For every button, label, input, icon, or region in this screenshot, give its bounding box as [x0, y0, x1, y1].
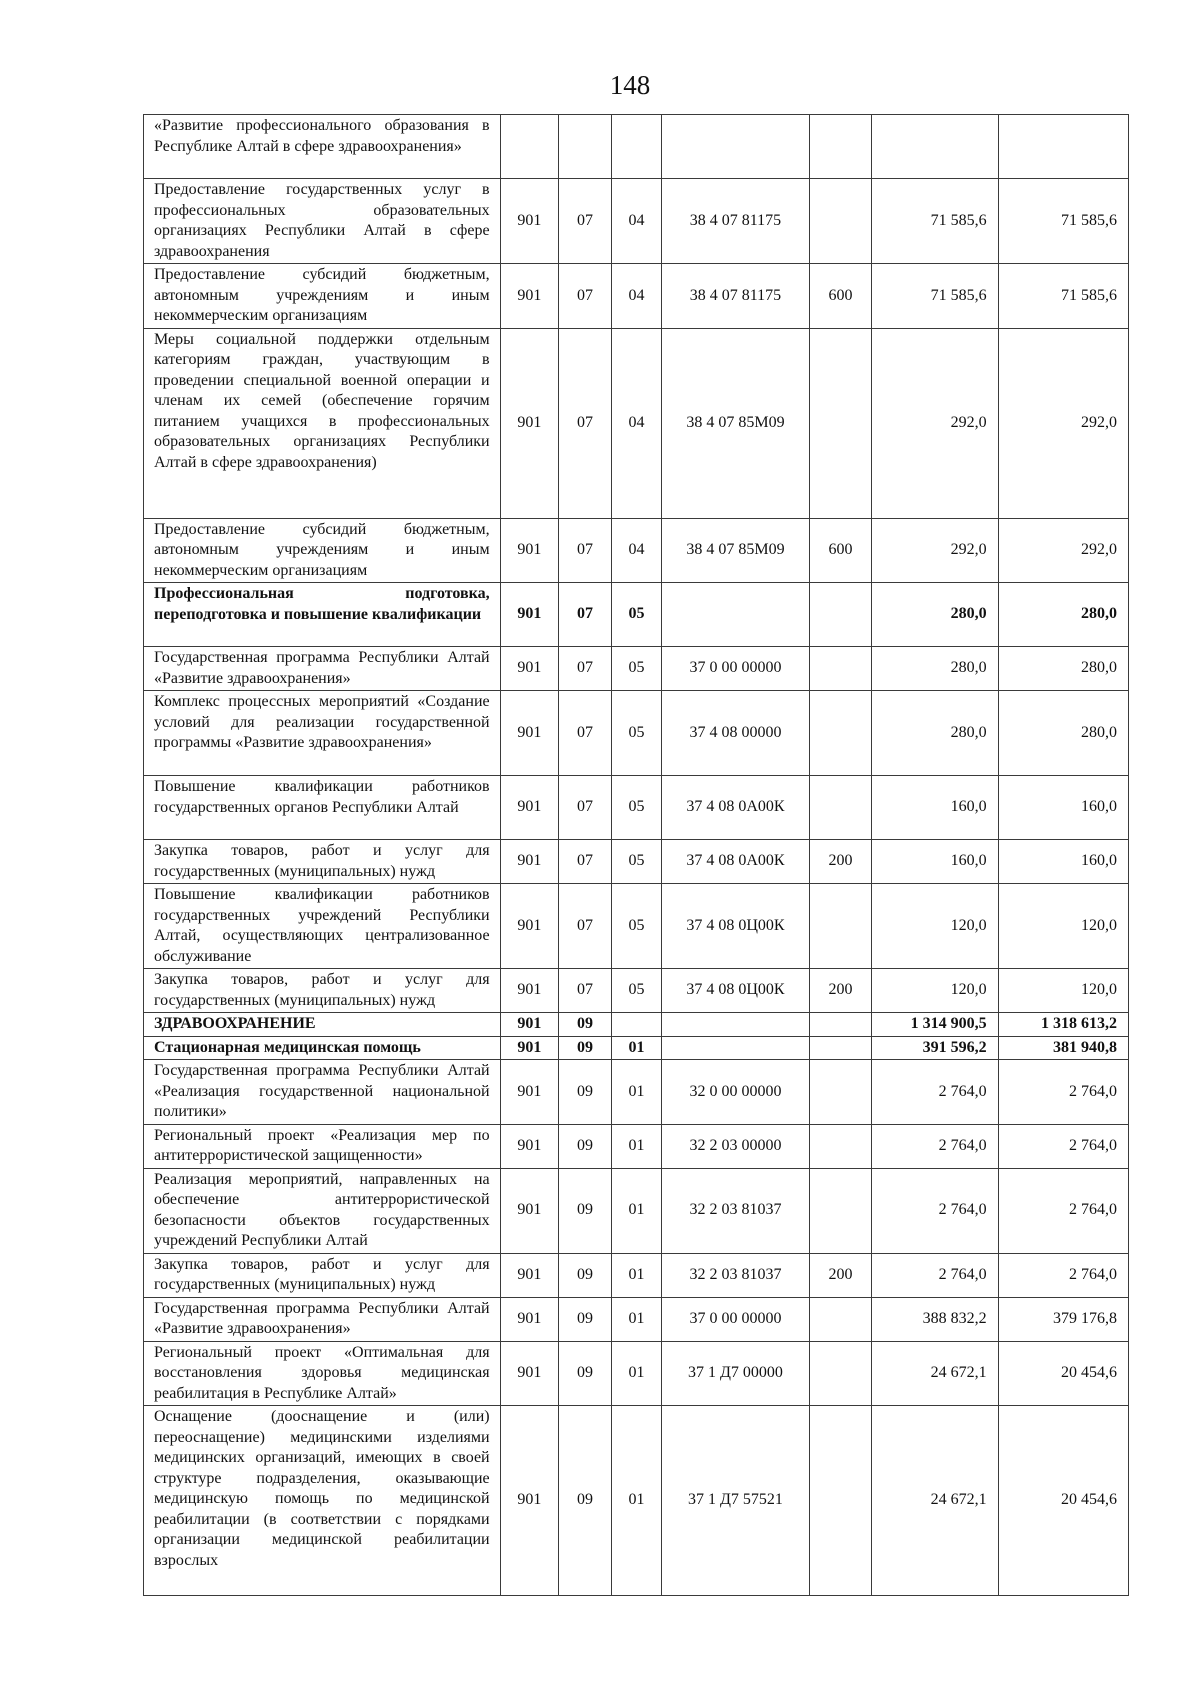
- row-csr: 37 4 08 0Ц00К: [662, 969, 809, 1013]
- row-pr: 05: [611, 969, 662, 1013]
- row-name: Закупка товаров, работ и услуг для государственных (муниципальных) нужд: [144, 1253, 501, 1297]
- row-sum2: 20 454,6: [998, 1341, 1128, 1406]
- row-name: Государственная программа Республики Алтай «Реализация государственной национальной политики»: [144, 1060, 501, 1125]
- row-grbs: 901: [500, 884, 559, 969]
- table-row: [144, 1168, 1129, 1253]
- row-sum2: 292,0: [998, 328, 1128, 518]
- row-name: Закупка товаров, работ и услуг для государственных (муниципальных) нужд: [144, 969, 501, 1013]
- row-name: Государственная программа Республики Алтай «Развитие здравоохранения»: [144, 1297, 501, 1341]
- row-pr: [611, 1013, 662, 1037]
- row-grbs: 901: [500, 518, 559, 583]
- row-pr: 05: [611, 840, 662, 884]
- row-csr: 38 4 07 81175: [662, 264, 809, 329]
- row-sum1: 160,0: [872, 776, 998, 840]
- table-row: [144, 776, 1129, 840]
- row-pr: 04: [611, 264, 662, 329]
- row-sum2: 71 585,6: [998, 264, 1128, 329]
- row-rz: 09: [559, 1013, 612, 1037]
- row-pr: 01: [611, 1124, 662, 1168]
- row-rz: 09: [559, 1124, 612, 1168]
- row-vr: 200: [809, 969, 872, 1013]
- row-sum1: 120,0: [872, 884, 998, 969]
- row-rz: 07: [559, 328, 612, 518]
- budget-table: [143, 114, 1129, 1596]
- row-csr: [662, 115, 809, 179]
- row-grbs: 901: [500, 583, 559, 647]
- row-sum1: 1 314 900,5: [872, 1013, 998, 1037]
- row-sum1: 280,0: [872, 647, 998, 691]
- row-csr: [662, 1013, 809, 1037]
- row-csr: 32 2 03 81037: [662, 1253, 809, 1297]
- table-row: [144, 1124, 1129, 1168]
- table-row: [144, 969, 1129, 1013]
- table-row: [144, 691, 1129, 776]
- row-vr: [809, 583, 872, 647]
- table-row: [144, 1341, 1129, 1406]
- row-sum1: 388 832,2: [872, 1297, 998, 1341]
- row-name: Региональный проект «Оптимальная для восстановления здоровья медицинская реабилитация в Республике Алтай»: [144, 1341, 501, 1406]
- row-name: Предоставление субсидий бюджетным, автономным учреждениям и иным некоммерческим организациям: [144, 518, 501, 583]
- row-rz: 07: [559, 264, 612, 329]
- row-sum2: 280,0: [998, 691, 1128, 776]
- row-pr: 05: [611, 776, 662, 840]
- page-number: 148: [609, 70, 651, 100]
- row-name: Предоставление государственных услуг в профессиональных образовательных организациях Республики Алтай в сфере здравоохранения: [144, 179, 501, 264]
- row-rz: 09: [559, 1341, 612, 1406]
- row-rz: 09: [559, 1253, 612, 1297]
- row-vr: 600: [809, 518, 872, 583]
- row-grbs: 901: [500, 1036, 559, 1060]
- row-sum1: 2 764,0: [872, 1124, 998, 1168]
- row-pr: 04: [611, 328, 662, 518]
- row-name: Государственная программа Республики Алтай «Развитие здравоохранения»: [144, 647, 501, 691]
- row-name: Комплекс процессных мероприятий «Создание условий для реализации государственной программы «Развитие здравоохранения»: [144, 691, 501, 776]
- row-sum2: 280,0: [998, 647, 1128, 691]
- row-csr: [662, 583, 809, 647]
- row-grbs: 901: [500, 1013, 559, 1037]
- table-row: [144, 1253, 1129, 1297]
- row-csr: 37 1 Д7 57521: [662, 1406, 809, 1596]
- row-pr: 01: [611, 1036, 662, 1060]
- row-sum2: 2 764,0: [998, 1060, 1128, 1125]
- row-vr: [809, 1124, 872, 1168]
- row-rz: 09: [559, 1060, 612, 1125]
- row-csr: 37 4 08 0А00К: [662, 840, 809, 884]
- row-pr: 04: [611, 179, 662, 264]
- row-sum2: 381 940,8: [998, 1036, 1128, 1060]
- row-vr: [809, 1168, 872, 1253]
- row-name: Стационарная медицинская помощь: [144, 1036, 501, 1060]
- row-sum1: 2 764,0: [872, 1168, 998, 1253]
- row-vr: [809, 1036, 872, 1060]
- row-sum1: 292,0: [872, 518, 998, 583]
- row-rz: [559, 115, 612, 179]
- row-name: Оснащение (дооснащение и (или) переоснащение) медицинскими изделиями медицинских организаций, имеющих в своей структуре подразделения, оказывающие медицинскую помощь по медицинской реабилитации (в соответствии с порядками организации медицинской реабилитации взрослых: [144, 1406, 501, 1596]
- row-sum1: 160,0: [872, 840, 998, 884]
- row-rz: 07: [559, 583, 612, 647]
- table-row: [144, 518, 1129, 583]
- table-row: [144, 1297, 1129, 1341]
- row-csr: 38 4 07 85М09: [662, 518, 809, 583]
- row-sum1: 120,0: [872, 969, 998, 1013]
- row-pr: 01: [611, 1060, 662, 1125]
- table-row: [144, 328, 1129, 518]
- row-sum2: 280,0: [998, 583, 1128, 647]
- row-sum2: 20 454,6: [998, 1406, 1128, 1596]
- row-grbs: 901: [500, 264, 559, 329]
- row-vr: [809, 115, 872, 179]
- row-pr: [611, 115, 662, 179]
- row-sum1: 71 585,6: [872, 264, 998, 329]
- row-grbs: 901: [500, 1168, 559, 1253]
- row-sum2: 2 764,0: [998, 1168, 1128, 1253]
- row-name: «Развитие профессионального образования в Республике Алтай в сфере здравоохранения»: [144, 115, 501, 179]
- row-name: ЗДРАВООХРАНЕНИЕ: [144, 1013, 501, 1037]
- row-rz: 09: [559, 1168, 612, 1253]
- table-row: [144, 1406, 1129, 1596]
- row-name: Региональный проект «Реализация мер по антитеррористической защищенности»: [144, 1124, 501, 1168]
- table-row: [144, 264, 1129, 329]
- row-rz: 07: [559, 884, 612, 969]
- row-vr: [809, 1060, 872, 1125]
- row-csr: 37 0 00 00000: [662, 1297, 809, 1341]
- row-grbs: 901: [500, 691, 559, 776]
- row-sum1: 2 764,0: [872, 1060, 998, 1125]
- table-row: [144, 840, 1129, 884]
- row-csr: 38 4 07 81175: [662, 179, 809, 264]
- row-vr: [809, 884, 872, 969]
- row-grbs: 901: [500, 179, 559, 264]
- row-grbs: 901: [500, 1253, 559, 1297]
- row-name: Повышение квалификации работников государственных органов Республики Алтай: [144, 776, 501, 840]
- row-rz: 07: [559, 840, 612, 884]
- row-name: Закупка товаров, работ и услуг для государственных (муниципальных) нужд: [144, 840, 501, 884]
- row-vr: [809, 776, 872, 840]
- row-rz: 07: [559, 179, 612, 264]
- row-grbs: 901: [500, 1406, 559, 1596]
- row-rz: 07: [559, 647, 612, 691]
- row-grbs: 901: [500, 647, 559, 691]
- row-pr: 05: [611, 884, 662, 969]
- row-pr: 05: [611, 647, 662, 691]
- row-vr: [809, 647, 872, 691]
- row-grbs: [500, 115, 559, 179]
- row-sum2: 379 176,8: [998, 1297, 1128, 1341]
- row-sum2: 120,0: [998, 969, 1128, 1013]
- table-row: [144, 583, 1129, 647]
- row-rz: 09: [559, 1406, 612, 1596]
- row-vr: 200: [809, 1253, 872, 1297]
- row-grbs: 901: [500, 328, 559, 518]
- row-sum1: 24 672,1: [872, 1406, 998, 1596]
- row-vr: [809, 1297, 872, 1341]
- row-grbs: 901: [500, 776, 559, 840]
- row-csr: 32 0 00 00000: [662, 1060, 809, 1125]
- row-name: Реализация мероприятий, направленных на обеспечение антитеррористической безопасности объектов государственных учреждений Республики Алтай: [144, 1168, 501, 1253]
- row-vr: [809, 1406, 872, 1596]
- row-csr: 37 4 08 00000: [662, 691, 809, 776]
- row-grbs: 901: [500, 1060, 559, 1125]
- table-row: [144, 115, 1129, 179]
- row-csr: 32 2 03 00000: [662, 1124, 809, 1168]
- row-sum1: 292,0: [872, 328, 998, 518]
- row-grbs: 901: [500, 840, 559, 884]
- row-name: Профессиональная подготовка, переподготовка и повышение квалификации: [144, 583, 501, 647]
- row-sum2: 120,0: [998, 884, 1128, 969]
- row-vr: 600: [809, 264, 872, 329]
- row-sum2: 160,0: [998, 840, 1128, 884]
- row-vr: [809, 1341, 872, 1406]
- table-row: [144, 1013, 1129, 1037]
- table-row: [144, 884, 1129, 969]
- row-rz: 07: [559, 776, 612, 840]
- row-vr: [809, 328, 872, 518]
- row-pr: 01: [611, 1168, 662, 1253]
- row-sum1: 280,0: [872, 691, 998, 776]
- row-name: Предоставление субсидий бюджетным, автономным учреждениям и иным некоммерческим организациям: [144, 264, 501, 329]
- row-vr: [809, 179, 872, 264]
- table-row: [144, 1060, 1129, 1125]
- row-rz: 09: [559, 1036, 612, 1060]
- row-csr: 38 4 07 85М09: [662, 328, 809, 518]
- row-csr: [662, 1036, 809, 1060]
- row-grbs: 901: [500, 969, 559, 1013]
- row-csr: 37 1 Д7 00000: [662, 1341, 809, 1406]
- table-row: [144, 179, 1129, 264]
- row-grbs: 901: [500, 1297, 559, 1341]
- row-rz: 09: [559, 1297, 612, 1341]
- row-grbs: 901: [500, 1341, 559, 1406]
- row-sum2: 2 764,0: [998, 1253, 1128, 1297]
- row-pr: 04: [611, 518, 662, 583]
- row-pr: 01: [611, 1253, 662, 1297]
- row-pr: 05: [611, 691, 662, 776]
- row-vr: [809, 691, 872, 776]
- table-row: [144, 1036, 1129, 1060]
- row-pr: 01: [611, 1341, 662, 1406]
- row-name: Повышение квалификации работников государственных учреждений Республики Алтай, осуществляющих централизованное обслуживание: [144, 884, 501, 969]
- row-sum2: 1 318 613,2: [998, 1013, 1128, 1037]
- row-vr: [809, 1013, 872, 1037]
- row-rz: 07: [559, 518, 612, 583]
- row-vr: 200: [809, 840, 872, 884]
- row-rz: 07: [559, 969, 612, 1013]
- row-sum2: 292,0: [998, 518, 1128, 583]
- row-sum2: [998, 115, 1128, 179]
- row-sum1: 391 596,2: [872, 1036, 998, 1060]
- row-csr: 37 4 08 0А00К: [662, 776, 809, 840]
- row-sum1: 71 585,6: [872, 179, 998, 264]
- row-csr: 37 4 08 0Ц00К: [662, 884, 809, 969]
- row-csr: 37 0 00 00000: [662, 647, 809, 691]
- row-sum1: 2 764,0: [872, 1253, 998, 1297]
- row-sum2: 160,0: [998, 776, 1128, 840]
- table-row: [144, 647, 1129, 691]
- row-rz: 07: [559, 691, 612, 776]
- row-pr: 05: [611, 583, 662, 647]
- row-sum2: 2 764,0: [998, 1124, 1128, 1168]
- row-sum2: 71 585,6: [998, 179, 1128, 264]
- row-name: Меры социальной поддержки отдельным категориям граждан, участвующим в проведении специальной военной операции и членам их семей (обеспечение горячим питанием учащихся в профессиональных образовательных организациях Республики Алтай в сфере здравоохранения): [144, 328, 501, 518]
- row-csr: 32 2 03 81037: [662, 1168, 809, 1253]
- row-sum1: 280,0: [872, 583, 998, 647]
- row-pr: 01: [611, 1406, 662, 1596]
- row-sum1: [872, 115, 998, 179]
- row-grbs: 901: [500, 1124, 559, 1168]
- row-pr: 01: [611, 1297, 662, 1341]
- row-sum1: 24 672,1: [872, 1341, 998, 1406]
